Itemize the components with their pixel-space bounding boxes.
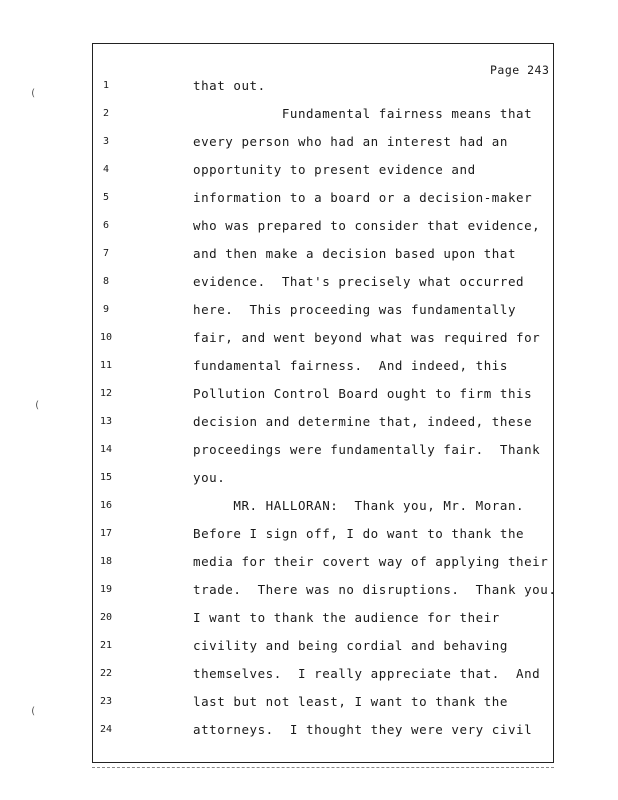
- line-text: and then make a decision based upon that: [193, 246, 517, 261]
- line-number: 21: [99, 640, 113, 651]
- line-text: media for their covert way of applying their: [193, 554, 549, 569]
- line-number: 8: [102, 276, 110, 287]
- line-text: information to a board or a decision-maker: [193, 190, 533, 205]
- transcript-line: [0, 666, 618, 686]
- transcript-line: [0, 358, 618, 378]
- bottom-rule: [92, 767, 554, 768]
- line-number: 13: [99, 416, 113, 427]
- line-text: attorneys. I thought they were very civil: [193, 722, 533, 737]
- line-text: decision and determine that, indeed, these: [193, 414, 533, 429]
- line-text: that out.: [193, 78, 266, 93]
- transcript-line: [0, 78, 618, 98]
- transcript-line: [0, 106, 618, 126]
- margin-mark: (: [30, 88, 37, 99]
- line-number: 24: [99, 724, 113, 735]
- transcript-line: [0, 582, 618, 602]
- line-text: MR. HALLORAN: Thank you, Mr. Moran.: [193, 498, 525, 513]
- line-text: fair, and went beyond what was required for: [193, 330, 541, 345]
- line-text: last but not least, I want to thank the: [193, 694, 508, 709]
- line-number: 15: [99, 472, 113, 483]
- line-number: 16: [99, 500, 113, 511]
- transcript-line: [0, 330, 618, 350]
- line-text: I want to thank the audience for their: [193, 610, 500, 625]
- line-number: 7: [102, 248, 110, 259]
- line-text: Before I sign off, I do want to thank the: [193, 526, 525, 541]
- line-number: 4: [102, 164, 110, 175]
- line-number: 12: [99, 388, 113, 399]
- line-text: who was prepared to consider that evidence,: [193, 218, 541, 233]
- line-number: 18: [99, 556, 113, 567]
- line-text: trade. There was no disruptions. Thank you.: [193, 582, 557, 597]
- line-text: evidence. That's precisely what occurred: [193, 274, 525, 289]
- line-number: 9: [102, 304, 110, 315]
- line-text: Fundamental fairness means that: [193, 106, 533, 121]
- line-text: Pollution Control Board ought to firm this: [193, 386, 533, 401]
- line-text: every person who had an interest had an: [193, 134, 508, 149]
- line-number: 6: [102, 220, 110, 231]
- transcript-line: [0, 498, 618, 518]
- line-number: 14: [99, 444, 113, 455]
- transcript-line: [0, 638, 618, 658]
- line-number: 5: [102, 192, 110, 203]
- line-number: 3: [102, 136, 110, 147]
- transcript-line: [0, 246, 618, 266]
- line-number: 10: [99, 332, 113, 343]
- line-number: 1: [102, 80, 110, 91]
- line-text: fundamental fairness. And indeed, this: [193, 358, 508, 373]
- line-text: here. This proceeding was fundamentally: [193, 302, 517, 317]
- transcript-line: [0, 414, 618, 434]
- transcript-line: [0, 470, 618, 490]
- transcript-line: [0, 134, 618, 154]
- page-number: Page 243: [490, 63, 550, 77]
- transcript-line: [0, 610, 618, 630]
- transcript-line: [0, 722, 618, 742]
- transcript-line: [0, 274, 618, 294]
- line-number: 17: [99, 528, 113, 539]
- transcript-line: [0, 442, 618, 462]
- transcript-line: [0, 694, 618, 714]
- transcript-line: [0, 386, 618, 406]
- transcript-line: [0, 218, 618, 238]
- transcript-line: [0, 526, 618, 546]
- transcript-line: [0, 162, 618, 182]
- line-text: you.: [193, 470, 226, 485]
- margin-mark: (: [30, 706, 37, 717]
- margin-mark: (: [34, 400, 41, 411]
- line-number: 11: [99, 360, 113, 371]
- line-number: 20: [99, 612, 113, 623]
- line-text: opportunity to present evidence and: [193, 162, 476, 177]
- line-text: themselves. I really appreciate that. And: [193, 666, 541, 681]
- line-number: 19: [99, 584, 113, 595]
- line-number: 2: [102, 108, 110, 119]
- transcript-line: [0, 554, 618, 574]
- line-text: civility and being cordial and behaving: [193, 638, 508, 653]
- line-number: 23: [99, 696, 113, 707]
- transcript-line: [0, 190, 618, 210]
- line-number: 22: [99, 668, 113, 679]
- transcript-line: [0, 302, 618, 322]
- line-text: proceedings were fundamentally fair. Thank: [193, 442, 541, 457]
